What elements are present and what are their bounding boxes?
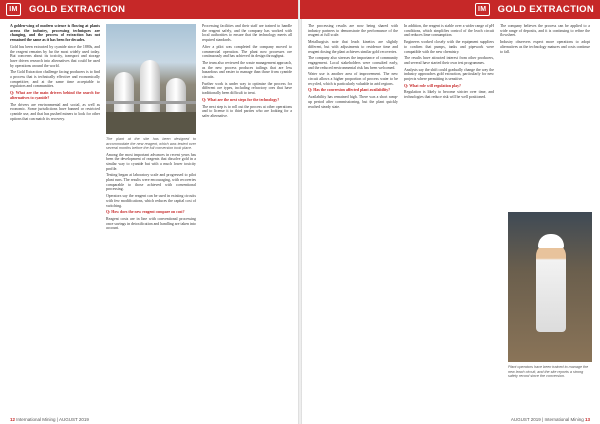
body-paragraph: Processing facilities and their staff are trained to handle the reagent safely, and the company has worked with local authorities to ensure that the technology meets all required standards.	[202, 24, 292, 43]
body-paragraph: Industry observers expect more operations to adopt alternatives as the technology matures and costs continue to fall.	[500, 40, 590, 54]
left-column-2	[106, 24, 196, 410]
lead-paragraph: A golden-wing of modern science is flowing at plants across the industry, processing techniques are changing, and the process of extraction has not remained the same as it has been for decades.	[10, 24, 100, 43]
body-paragraph: Water use is another area of improvement. The new circuit allows a higher proportion of process water to be recycled, which is particularly valuable in arid regions.	[308, 72, 398, 86]
body-paragraph: After a pilot was completed the company moved to commercial operation. The plant now processes ore continuously and has achieved its design throughput.	[202, 44, 292, 59]
footer-publication: International Mining | AUGUST 2019	[16, 417, 89, 422]
photo-caption: The plant at the site has been designed to accommodate the new reagent, which was tested over several months before the full conversion took place.	[106, 137, 196, 150]
footer-publication: AUGUST 2019 | International Mining	[510, 417, 584, 422]
interview-answer: Reagent costs are in line with conventional processing once savings in detoxification and handling are taken into account.	[106, 216, 196, 231]
body-paragraph: The results have attracted interest from other producers, and several have started their own test programmes.	[404, 56, 494, 65]
body-paragraph: The processing results are now being shared with industry partners to demonstrate the performance of the reagent at full scale.	[308, 24, 398, 38]
interview-question: Q: Has the conversion affected plant availability?	[308, 88, 391, 93]
body-paragraph: The team also reviewed the waste management approach, as the new process produces tailings that are less hazardous and easier to manage than those from cyanide circuits.	[202, 60, 292, 80]
magazine-logo-icon: IM	[475, 3, 490, 16]
operator-photo-caption: Plant operators have been trained to manage the new leach circuit, and the site reports a strong safety record since the conversion.	[508, 365, 589, 378]
interview-answer: Regulation is likely to become stricter over time, and technologies that reduce risk will be well positioned.	[404, 90, 494, 100]
plant-tanks-photo	[106, 24, 196, 134]
section-title-left: GOLD EXTRACTION	[28, 4, 126, 15]
right-column-1	[308, 24, 398, 410]
body-paragraph: Further work is under way to optimise the process for different ore types, including refractory ores that have traditionally been difficult to treat.	[202, 81, 292, 96]
operator-photo	[508, 212, 592, 362]
page-number: 13	[584, 417, 590, 422]
body-paragraph: Metallurgists note that leach kinetics are slightly different, but with adjustments to residence time and reagent dosing the plant achieves similar gold recoveries.	[308, 40, 398, 54]
section-banner-left	[0, 0, 300, 19]
interview-question: Q: What role will regulation play?	[404, 83, 461, 88]
body-paragraph: Analysts say the shift could gradually change the way the industry approaches gold extraction, particularly for new projects where permitting is sensitive.	[404, 67, 494, 82]
body-paragraph: Among the most important advances in recent years has been the development of reagents that dissolve gold in a similar way to cyanide but with a much lower toxicity profile.	[106, 152, 196, 171]
right-page	[300, 0, 600, 424]
body-paragraph: Gold has been extracted by cyanide since the 1880s, and the reagent remains by far the most widely used today. But concerns about its toxicity, transport and storage have driven research into alternatives that could be used by operations around the world.	[10, 44, 100, 68]
page-footer-left	[10, 417, 89, 422]
interview-answer: The drivers are environmental and social, as well as economic. Some jurisdictions have banned or restricted cyanide use, and that has pushed miners to look for other options that can match its recovery.	[10, 102, 100, 121]
body-paragraph: Testing began at laboratory scale and progressed to pilot plant runs. The results were encouraging, with recoveries comparable to those achieved with conventional processing.	[106, 173, 196, 192]
interview-answer: The next step is to roll out the process at other operations and to license it to third parties who are looking for a safer alternative.	[202, 104, 292, 118]
body-paragraph: The company believes the process can be applied to a wide range of deposits, and it is continuing to refine the flowsheet.	[500, 24, 590, 38]
left-column-1	[10, 24, 100, 410]
right-column-2	[404, 24, 494, 410]
body-paragraph: The Gold Extraction challenge facing producers is to find a process that is technically effective and economically competitive, and at the same time acceptable to regulators and communities.	[10, 70, 100, 89]
section-title-right: GOLD EXTRACTION	[497, 4, 594, 15]
interview-question: Q: What are the next steps for the technology?	[202, 97, 280, 102]
magazine-logo-icon: IM	[6, 3, 21, 16]
body-paragraph: Engineers worked closely with the equipment suppliers to confirm that pumps, tanks and pipework were compatible with the new chemistry.	[404, 40, 494, 54]
body-paragraph: Operators say the reagent can be used in existing circuits with few modifications, which reduces the capital cost of switching.	[106, 194, 196, 208]
left-columns	[10, 24, 292, 410]
page-number: 12	[10, 417, 16, 422]
body-paragraph: In addition, the reagent is stable over a wider range of pH conditions, which simplifies control of the leach circuit and reduces lime consumption.	[404, 24, 494, 38]
section-banner-right	[300, 0, 600, 19]
page-footer-right	[511, 417, 590, 422]
left-column-3	[202, 24, 292, 410]
interview-answer: Availability has remained high. There was a short ramp-up period after commissioning, but the plant quickly reached steady state.	[308, 95, 398, 109]
interview-question: Q: How does the new reagent compare on cost?	[106, 210, 185, 215]
interview-question: Q: What are the main drivers behind the search for alternatives to cyanide?	[10, 91, 100, 100]
body-paragraph: The company also stresses the importance of community engagement. Local stakeholders were consulted early, and the reduced environmental risk has been welcomed.	[308, 56, 398, 70]
